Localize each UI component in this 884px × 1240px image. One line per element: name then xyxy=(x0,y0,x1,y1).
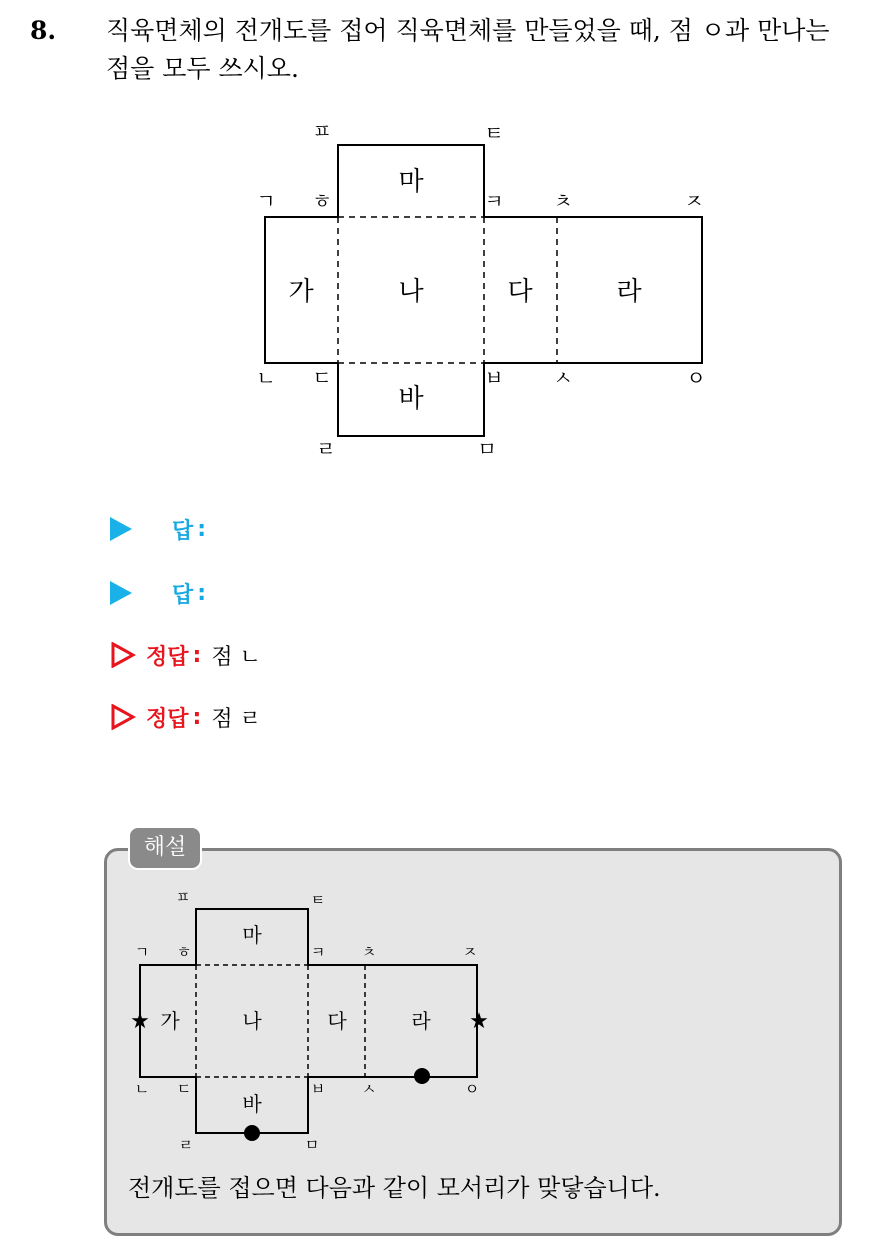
answer-row xyxy=(110,512,206,546)
face-label: 나 xyxy=(242,1009,262,1033)
face-label: 다 xyxy=(327,1009,347,1033)
vertex-label: ㅍ xyxy=(175,888,191,906)
play-triangle-icon xyxy=(110,517,132,541)
vertex-label: ㅇ xyxy=(686,366,706,390)
vertex-label: ㅊ xyxy=(361,943,377,961)
correct-label: 정답 xyxy=(146,706,189,732)
correct-colon: : xyxy=(192,642,202,668)
play-triangle-icon xyxy=(110,581,132,605)
vertex-label: ㄹ xyxy=(178,1136,194,1154)
vertex-label: ㅅ xyxy=(361,1080,377,1098)
face-label: 라 xyxy=(616,277,642,307)
correct-answer-row xyxy=(110,638,261,672)
correct-value: 점 ㄴ xyxy=(211,644,261,670)
answer-colon: : xyxy=(197,516,207,542)
vertex-label: ㅎ xyxy=(176,943,192,961)
face-label: 마 xyxy=(242,923,262,947)
vertex-label: ㅎ xyxy=(312,189,332,213)
vertex-label: ㅂ xyxy=(310,1080,326,1098)
vertex-label: ㅌ xyxy=(310,891,326,909)
vertex-label: ㅌ xyxy=(484,121,504,145)
vertex-label: ㄱ xyxy=(256,189,276,213)
answer-label: 답 xyxy=(172,582,194,608)
face-label: 라 xyxy=(411,1009,431,1033)
cuboid-net-diagram xyxy=(0,0,884,480)
vertex-label: ㄹ xyxy=(316,437,336,461)
question-number: 8. xyxy=(30,16,57,45)
face-label: 가 xyxy=(160,1009,180,1033)
vertex-label: ㅇ xyxy=(464,1080,480,1098)
face-label: 가 xyxy=(288,277,314,307)
answer-colon: : xyxy=(197,580,207,606)
correct-value: 점 ㄹ xyxy=(211,706,261,732)
face-label: 다 xyxy=(507,277,533,307)
vertex-label: ㅁ xyxy=(477,437,497,461)
vertex-label: ㅈ xyxy=(684,189,704,213)
vertex-label: ㅅ xyxy=(553,366,573,390)
vertex-label: ㄷ xyxy=(312,366,332,390)
vertex-label: ㅂ xyxy=(484,366,504,390)
vertex-label: ㅈ xyxy=(462,943,478,961)
face-label: 바 xyxy=(398,384,424,414)
outline-triangle-icon xyxy=(110,642,136,668)
vertex-label: ㅋ xyxy=(310,943,326,961)
answer-row xyxy=(110,576,206,610)
question-line-1: 직육면체의 전개도를 접어 직육면체를 만들었을 때, 점 ㅇ과 만나는 xyxy=(106,16,830,45)
question-line-2: 점을 모두 쓰시오. xyxy=(106,54,299,83)
correct-answer-row xyxy=(110,700,261,734)
vertex-label: ㄴ xyxy=(256,366,276,390)
face-label: 마 xyxy=(398,167,424,197)
vertex-label: ㅁ xyxy=(304,1136,320,1154)
vertex-label: ㅍ xyxy=(312,119,332,143)
vertex-label: ㄷ xyxy=(176,1080,192,1098)
vertex-label: ㄴ xyxy=(134,1080,150,1098)
correct-colon: : xyxy=(192,704,202,730)
star-marker-icon: ★ xyxy=(130,1009,150,1034)
explanation-tag: 해설 xyxy=(128,826,202,870)
face-label: 나 xyxy=(398,277,424,307)
vertex-label: ㅋ xyxy=(484,189,504,213)
vertex-label: ㄱ xyxy=(134,943,150,961)
correct-label: 정답 xyxy=(146,644,189,670)
explanation-text: 전개도를 접으면 다음과 같이 모서리가 맞닿습니다. xyxy=(128,1174,661,1202)
face-label: 바 xyxy=(242,1092,262,1116)
vertex-label: ㅊ xyxy=(553,189,573,213)
answer-label: 답 xyxy=(172,518,194,544)
star-marker-icon: ★ xyxy=(469,1009,489,1034)
outline-triangle-icon xyxy=(110,704,136,730)
